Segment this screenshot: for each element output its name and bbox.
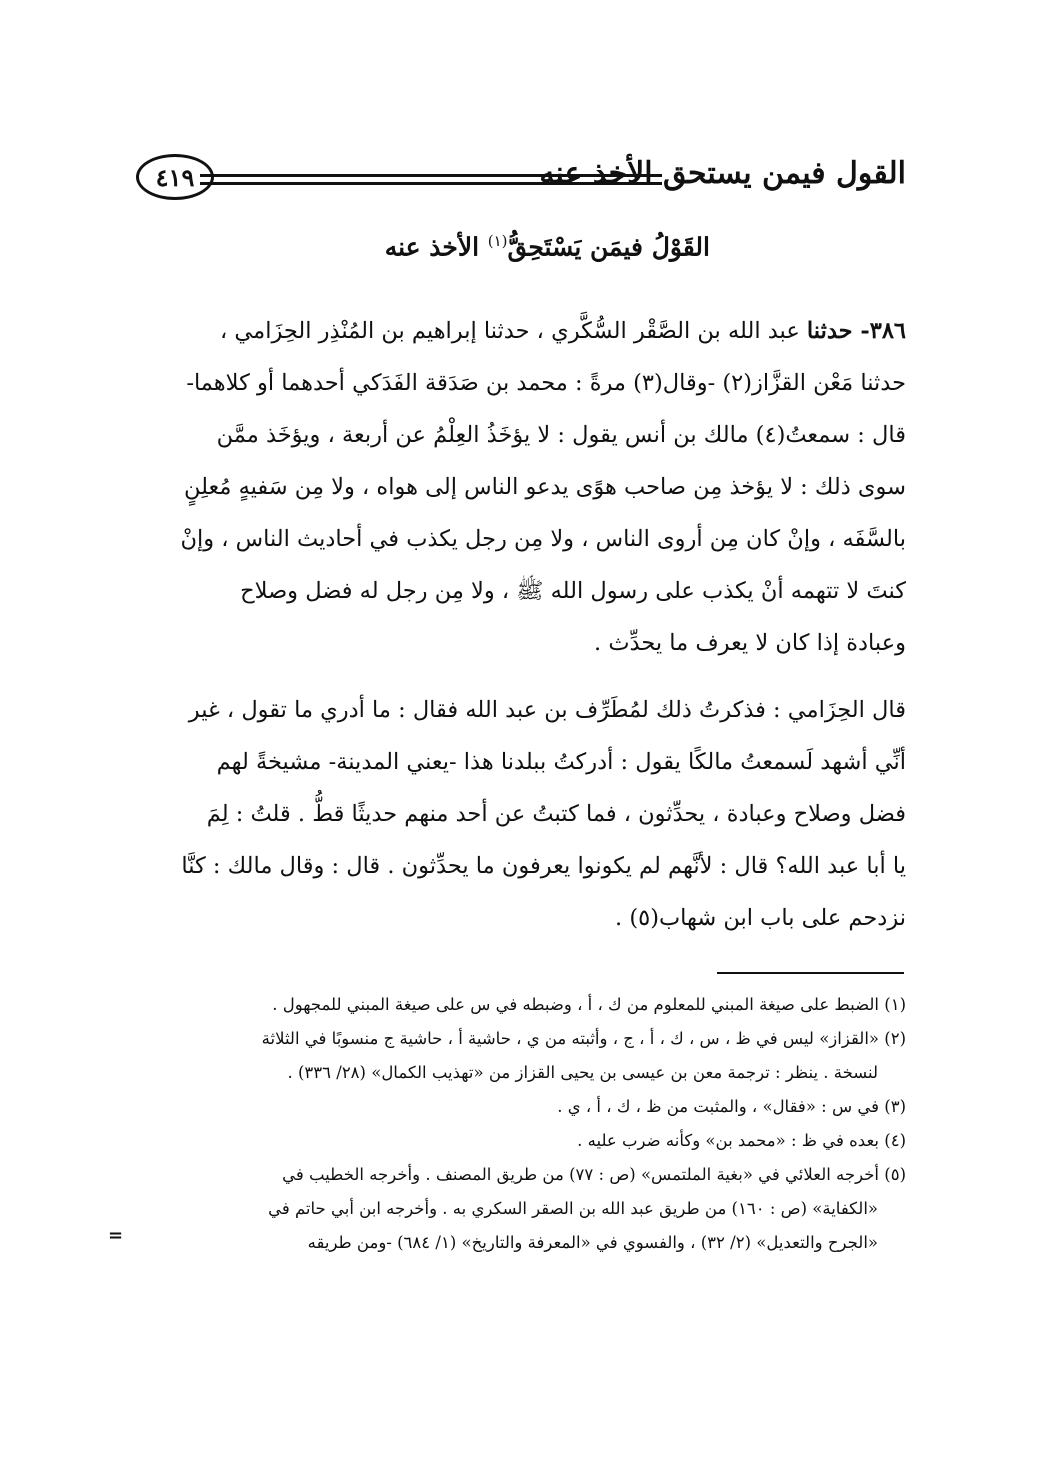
text-line: حدثنا مَعْن القزَّاز(٢) -وقال(٣) مرةً : محمد بن صَدَقة الفَدَكي أحدهما أو كلاهما-	[186, 370, 906, 396]
text-line: قال : سمعتُ(٤) مالك بن أنس يقول : لا يؤخَذُ العِلْمُ عن أربعة ، ويؤخَذ ممَّن	[216, 422, 906, 448]
text-line: بالسَّفَه ، وإنْ كان مِن أروى الناس ، ولا مِن رجل يكذب في أحاديث الناس ، وإنْ	[180, 526, 906, 552]
footnotes	[128, 988, 906, 1260]
commentary-paragraph	[128, 684, 906, 944]
footnote-line: (٣) في س : «فقال» ، والمثبت من ظ ، ك ، أ ، ي .	[557, 1097, 906, 1116]
page-number: ٤١٩	[136, 154, 214, 200]
footnote-line: لنسخة . ينظر : ترجمة معن بن عيسى بن يحيى القزاز من «تهذيب الكمال» (٢٨/ ٣٣٦) .	[287, 1063, 878, 1082]
continuation-mark: =	[108, 1225, 124, 1246]
footnote-rule	[717, 972, 904, 974]
text-line: كنتَ لا تتهمه أنْ يكذب على رسول الله ﷺ ، ولا مِن رجل له فضل وصلاح	[240, 578, 906, 604]
line-text: عبد الله بن الصَّقْر السُّكَّري ، حدثنا إبراهيم بن المُنْذِر الحِزَامي ،	[219, 318, 807, 344]
footnote-line: «الكفاية» (ص : ١٦٠) من طريق عبد الله بن الصقر السكري به . وأخرجه ابن أبي حاتم في	[268, 1199, 878, 1218]
text-line: وعبادة إذا كان لا يعرف ما يحدِّث .	[594, 630, 906, 656]
footnote-line: (٥) أخرجه العلائي في «بغية الملتمس» (ص : ٧٧) من طريق المصنف . وأخرجه الخطيب في	[282, 1165, 906, 1184]
header-rule	[200, 182, 662, 185]
hadith-paragraph	[128, 305, 906, 669]
footnote-line: «الجرح والتعديل» (٢/ ٣٢) ، والفسوي في «المعرفة والتاريخ» (١/ ٦٨٤) -ومن طريقه	[307, 1233, 878, 1252]
running-head: القول فيمن يستحق الأخذ عنه	[539, 156, 906, 191]
footnote-line: (١) الضبط على صيغة المبني للمعلوم من ك ، أ ، وضبطه في س على صيغة المبني للمجهول .	[272, 995, 906, 1014]
chapter-title-text: القَوْلُ فيمَن يَسْتَحِقُّ	[507, 232, 710, 262]
chapter-title-text: الأخذ عنه	[384, 232, 488, 262]
footnote-line: (٤) بعده في ظ : «محمد بن» وكأنه ضرب عليه .	[577, 1131, 906, 1150]
text-line: قال الحِزَامي : فذكرتُ ذلك لمُطَرِّف بن عبد الله فقال : ما أدري ما تقول ، غير	[188, 697, 906, 723]
text-line	[128, 305, 906, 357]
text-line: سوى ذلك : لا يؤخذ مِن صاحب هوًى يدعو الناس إلى هواه ، ولا مِن سَفيهٍ مُعلِنٍ	[183, 474, 906, 500]
footnote-ref: (١)	[487, 232, 508, 250]
text-line: فضل وصلاح وعبادة ، يحدِّثون ، فما كتبتُ عن أحد منهم حديثًا قطُّ . قلتُ : لِمَ	[206, 801, 906, 827]
text-line: نزدحم على باب ابن شهاب(٥) .	[615, 905, 906, 931]
header-rule	[200, 174, 662, 177]
hadith-number: ٣٨٦- حدثنا	[806, 318, 906, 344]
chapter-title	[385, 232, 710, 261]
text-line: يا أبا عبد الله؟ قال : لأنَّهم لم يكونوا يعرفون ما يحدِّثون . قال : وقال مالك : كنَّا	[181, 853, 906, 879]
text-line: أنِّي أشهد لَسمعتُ مالكًا يقول : أدركتُ ببلدنا هذا -يعني المدينة- مشيخةً لهم	[216, 749, 906, 775]
footnote-line: (٢) «القزاز» ليس في ظ ، س ، ك ، أ ، ج ، وأثبته من ي ، حاشية أ ، حاشية ج منسوبًا في الثلاثة	[261, 1029, 906, 1048]
